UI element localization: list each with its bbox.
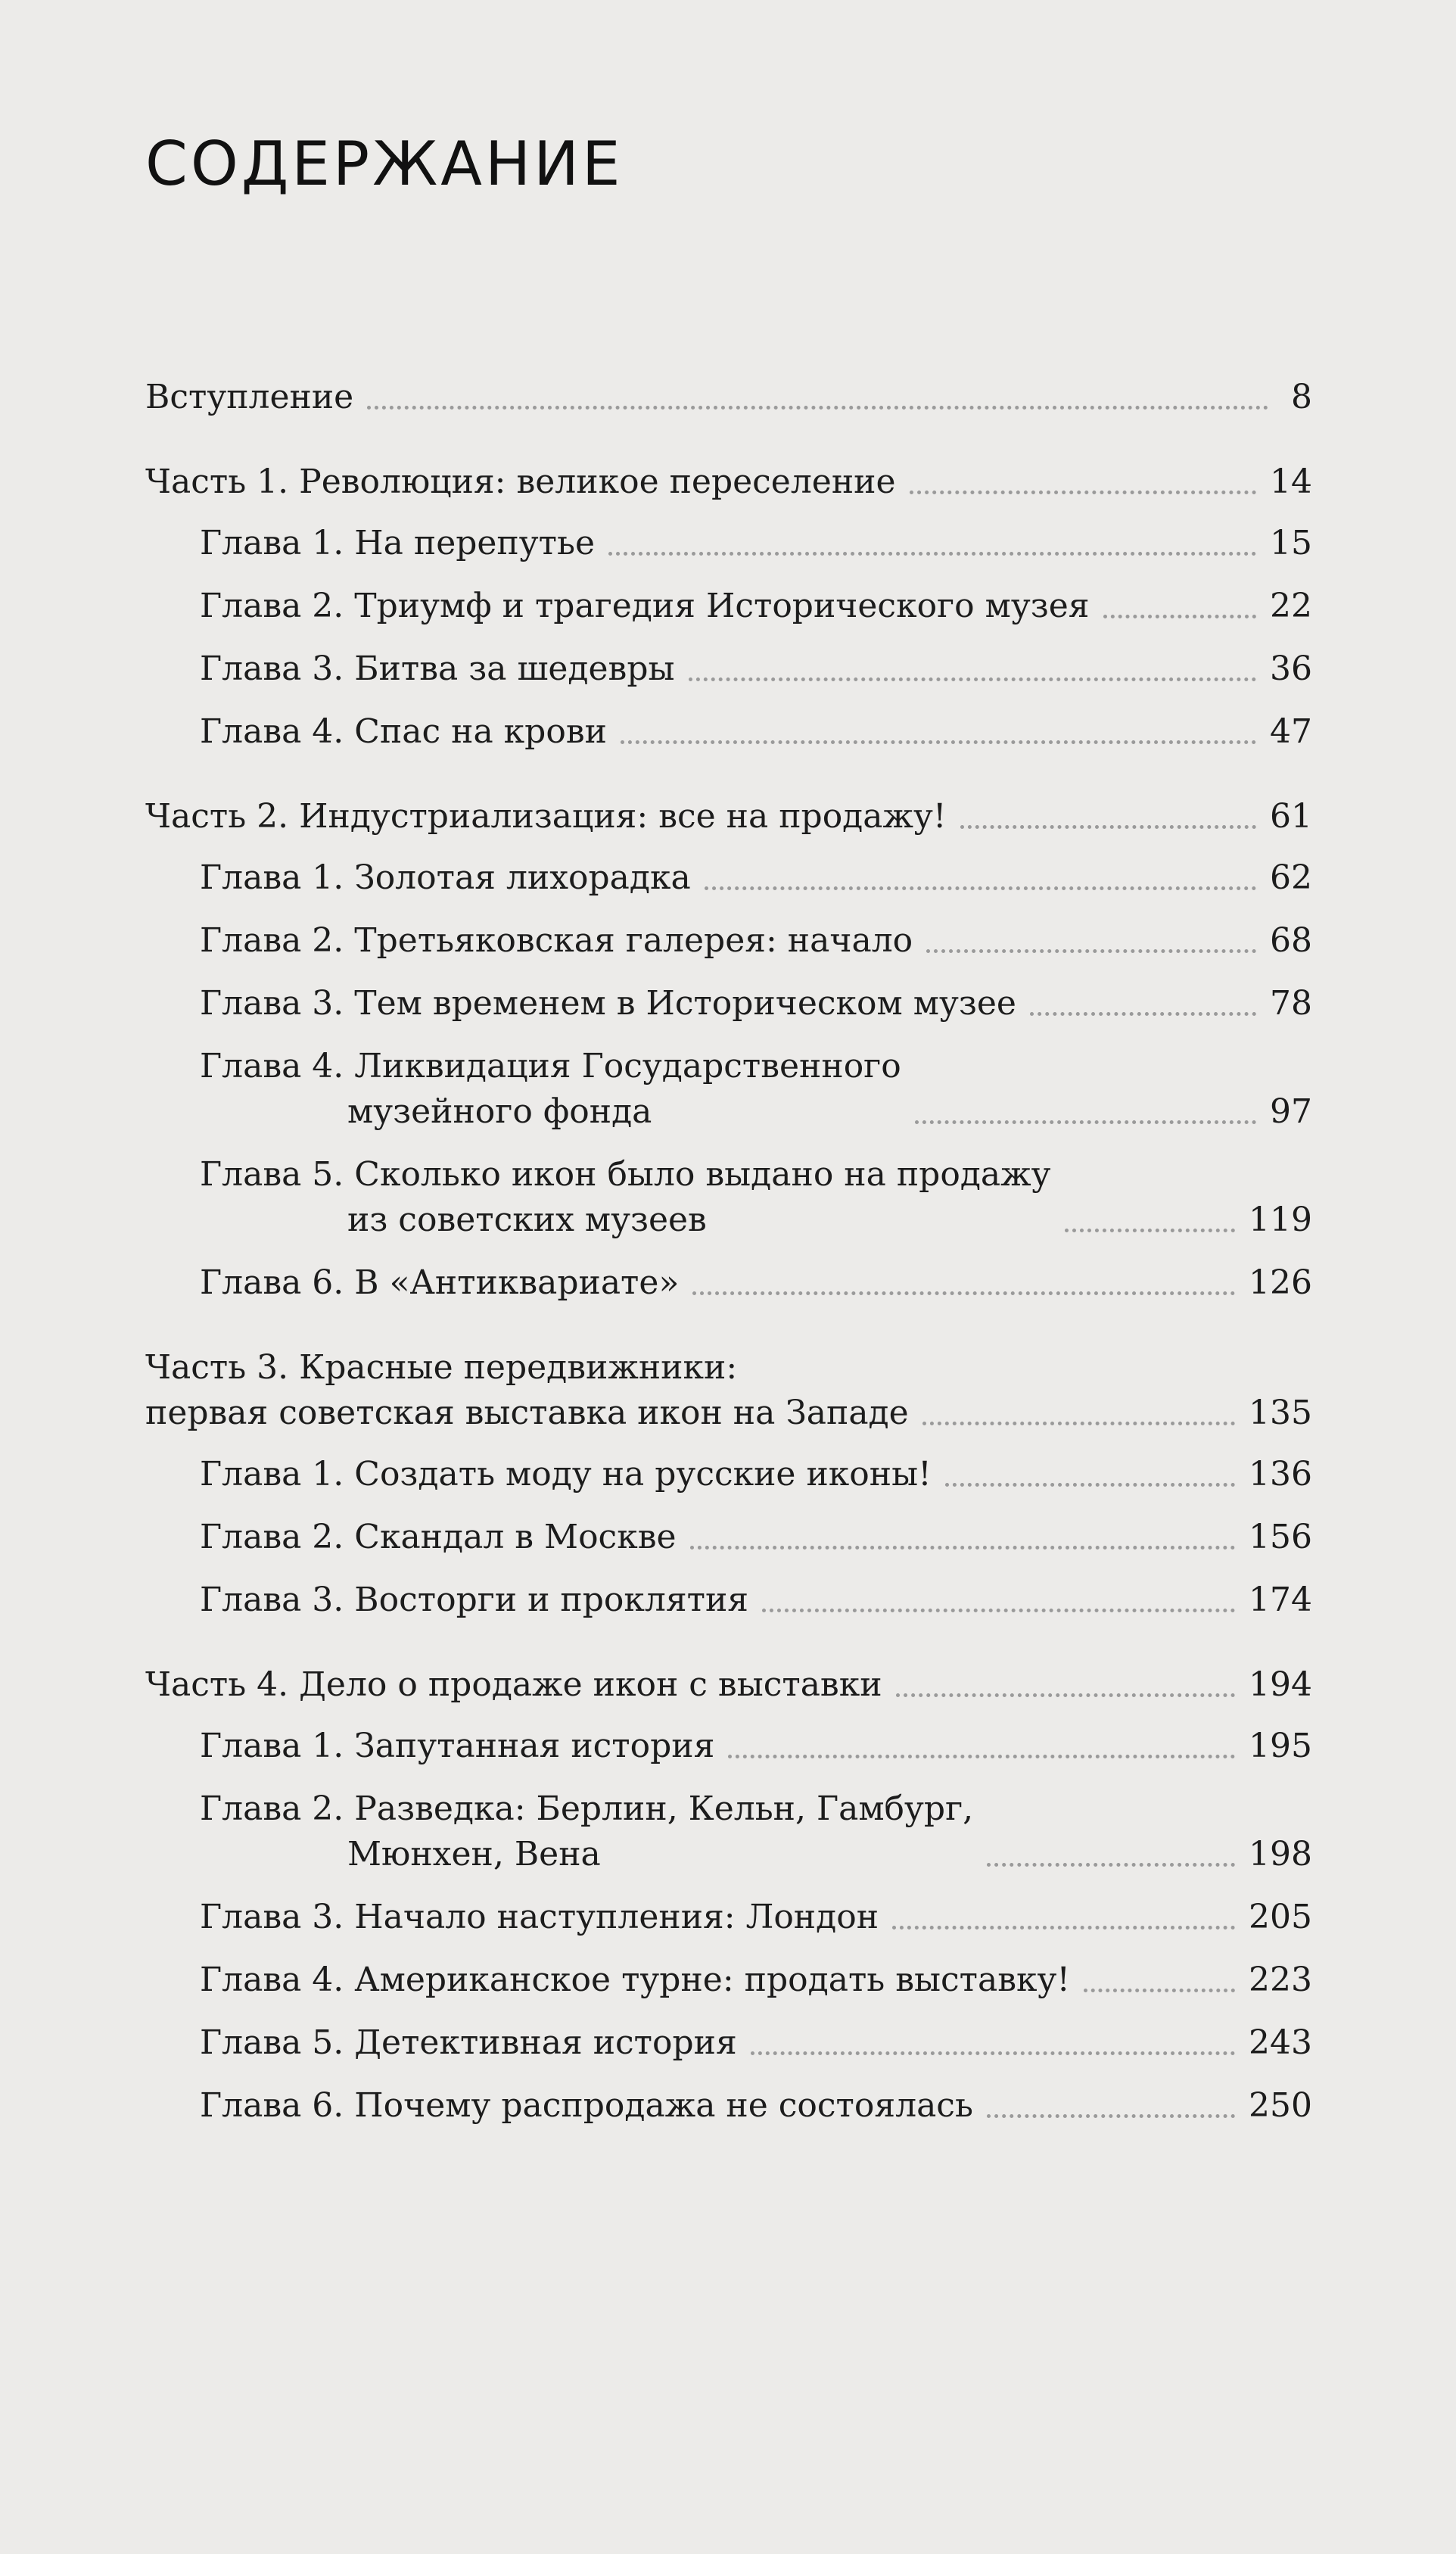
toc-chapter-entry [145,1895,1312,1940]
toc-entry-title [145,1515,677,1560]
page-title: СОДЕРЖАНИЕ [145,129,624,199]
toc-entry-title-line: Глава 3. Тем временем в Историческом музее [200,984,1016,1023]
toc-entry-title [145,1662,882,1708]
toc-page-number: 15 [1270,524,1312,562]
toc-chapter-entry [145,855,1312,901]
toc-page-number: 68 [1270,921,1312,960]
toc-intro-entry [145,375,1312,420]
toc-entry-title [145,1152,1051,1243]
toc-page-number: 47 [1270,712,1312,751]
toc-entry-title-line: Глава 2. Скандал в Москве [200,1518,677,1556]
toc-entry-title-line: Глава 4. Ликвидация Государственного [200,1047,901,1085]
toc-part-entry [145,1662,1312,1708]
dot-leader [926,949,1256,953]
dot-leader [621,740,1256,744]
dot-leader [1030,1012,1256,1016]
toc-entry-title-line: Глава 3. Битва за шедевры [200,649,675,688]
toc-entry-title [145,1895,879,1940]
toc-chapter-entry [145,1152,1312,1243]
toc-chapter-entry [145,1452,1312,1497]
toc-chapter-entry [145,2020,1312,2066]
dot-leader [945,1483,1235,1487]
toc-chapter-entry [145,1260,1312,1306]
toc-entry-title-continuation: из советских музеев [347,1201,707,1239]
toc-chapter-entry [145,1724,1312,1769]
toc-page-number: 223 [1249,1961,1312,1999]
dot-leader [892,1926,1235,1930]
toc-entry-title-line: Глава 4. Американское турне: продать выставку! [200,1961,1071,1999]
toc-page-number: 174 [1249,1581,1312,1619]
toc-chapter-entry [145,709,1312,755]
toc-chapter-entry [145,981,1312,1026]
dot-leader [705,886,1256,890]
toc-entry-title [145,1724,714,1769]
toc-page-number: 135 [1249,1394,1312,1432]
table-of-contents [145,375,1312,2129]
toc-chapter-entry [145,646,1312,692]
dot-leader [910,491,1256,494]
toc-entry-title [145,1044,901,1135]
toc-entry-title-line: Глава 2. Третьяковская галерея: начало [200,921,913,960]
toc-page-number: 22 [1270,587,1312,625]
toc-page-number: 250 [1249,2086,1312,2125]
toc-entry-title-line: Глава 2. Разведка: Берлин, Кельн, Гамбург, [200,1789,974,1828]
toc-entry-title-line: Глава 5. Сколько икон было выдано на продажу [200,1155,1051,1194]
toc-entry-title-line: Глава 3. Начало наступления: Лондон [200,1898,879,1936]
dot-leader [922,1422,1235,1425]
toc-entry-title-line: Часть 3. Красные передвижники: [145,1348,738,1387]
toc-chapter-entry [145,1044,1312,1135]
dot-leader [987,2114,1235,2118]
toc-entry-title [145,459,896,505]
toc-entry-title [145,981,1016,1026]
toc-page-number: 198 [1249,1835,1312,1873]
toc-page-number: 194 [1249,1665,1312,1704]
toc-page-number: 126 [1249,1263,1312,1302]
toc-entry-title-continuation: Мюнхен, Вена [347,1835,601,1873]
toc-entry-title [145,855,691,901]
toc-chapter-entry [145,584,1312,629]
dot-leader [728,1755,1235,1758]
toc-page-number: 97 [1270,1092,1312,1131]
dot-leader [896,1693,1235,1697]
dot-leader [915,1120,1256,1124]
toc-page-number: 62 [1270,858,1312,897]
toc-entry-title [145,918,913,964]
toc-part-entry [145,459,1312,505]
toc-entry-title [145,375,353,420]
dot-leader [692,1291,1235,1295]
dot-leader [1103,615,1257,618]
toc-page-number: 36 [1270,649,1312,688]
toc-page-number: 119 [1249,1201,1312,1239]
toc-page-number: 195 [1249,1727,1312,1765]
dot-leader [987,1863,1235,1867]
toc-entry-title-line: Вступление [145,378,354,416]
toc-chapter-entry [145,521,1312,566]
toc-entry-title-line: Глава 1. Запутанная история [200,1727,715,1765]
toc-chapter-entry [145,918,1312,964]
toc-entry-title-line: Глава 6. Почему распродажа не состоялась [200,2086,973,2125]
toc-entry-title [145,1452,932,1497]
dot-leader [608,552,1256,556]
dot-leader [960,825,1256,829]
toc-entry-title [145,584,1090,629]
toc-entry-title-line: Глава 1. Золотая лихорадка [200,858,691,897]
toc-page-number: 78 [1270,984,1312,1023]
toc-page-number: 8 [1291,378,1312,416]
toc-page-number: 243 [1249,2023,1312,2062]
toc-entry-title [145,794,947,839]
toc-chapter-entry [145,1515,1312,1560]
toc-page-number: 14 [1270,463,1312,501]
toc-entry-title-line: Глава 1. Создать моду на русские иконы! [200,1455,932,1493]
toc-entry-title-line: Часть 4. Дело о продаже икон с выставки [145,1665,882,1704]
toc-entry-title-line: Часть 1. Революция: великое переселение [145,463,896,501]
dot-leader [751,2051,1235,2055]
toc-part-entry [145,794,1312,839]
dot-leader [367,406,1268,410]
dot-leader [762,1609,1235,1612]
toc-entry-title-line: Глава 1. На перепутье [200,524,595,562]
toc-entry-title [145,2020,737,2066]
toc-entry-title [145,1786,973,1877]
toc-entry-title [145,1260,679,1306]
dot-leader [1065,1229,1236,1232]
toc-entry-title-line: Часть 2. Индустриализация: все на продажу! [145,797,947,836]
toc-entry-title [145,709,607,755]
toc-entry-title-line: Глава 3. Восторги и проклятия [200,1581,749,1619]
toc-chapter-entry [145,2083,1312,2129]
toc-page-number: 156 [1249,1518,1312,1556]
dot-leader [689,677,1256,681]
toc-page-number: 205 [1249,1898,1312,1936]
toc-entry-title [145,1958,1070,2003]
toc-page-number: 61 [1270,797,1312,836]
toc-chapter-entry [145,1786,1312,1877]
toc-entry-title [145,1345,909,1436]
toc-entry-title-line: Глава 4. Спас на крови [200,712,607,751]
toc-chapter-entry [145,1958,1312,2003]
toc-page-number: 136 [1249,1455,1312,1493]
toc-entry-title [145,1578,748,1623]
toc-entry-title-line: Глава 5. Детективная история [200,2023,737,2062]
toc-entry-title [145,521,595,566]
dot-leader [1084,1989,1235,1992]
toc-entry-title [145,2083,973,2129]
toc-part-entry [145,1345,1312,1436]
toc-chapter-entry [145,1578,1312,1623]
toc-entry-title-continuation: первая советская выставка икон на Западе [145,1394,909,1432]
toc-entry-title-continuation: музейного фонда [347,1092,652,1131]
toc-entry-title-line: Глава 6. В «Антиквариате» [200,1263,680,1302]
dot-leader [690,1546,1236,1550]
toc-entry-title [145,646,675,692]
toc-entry-title-line: Глава 2. Триумф и трагедия Исторического музея [200,587,1090,625]
